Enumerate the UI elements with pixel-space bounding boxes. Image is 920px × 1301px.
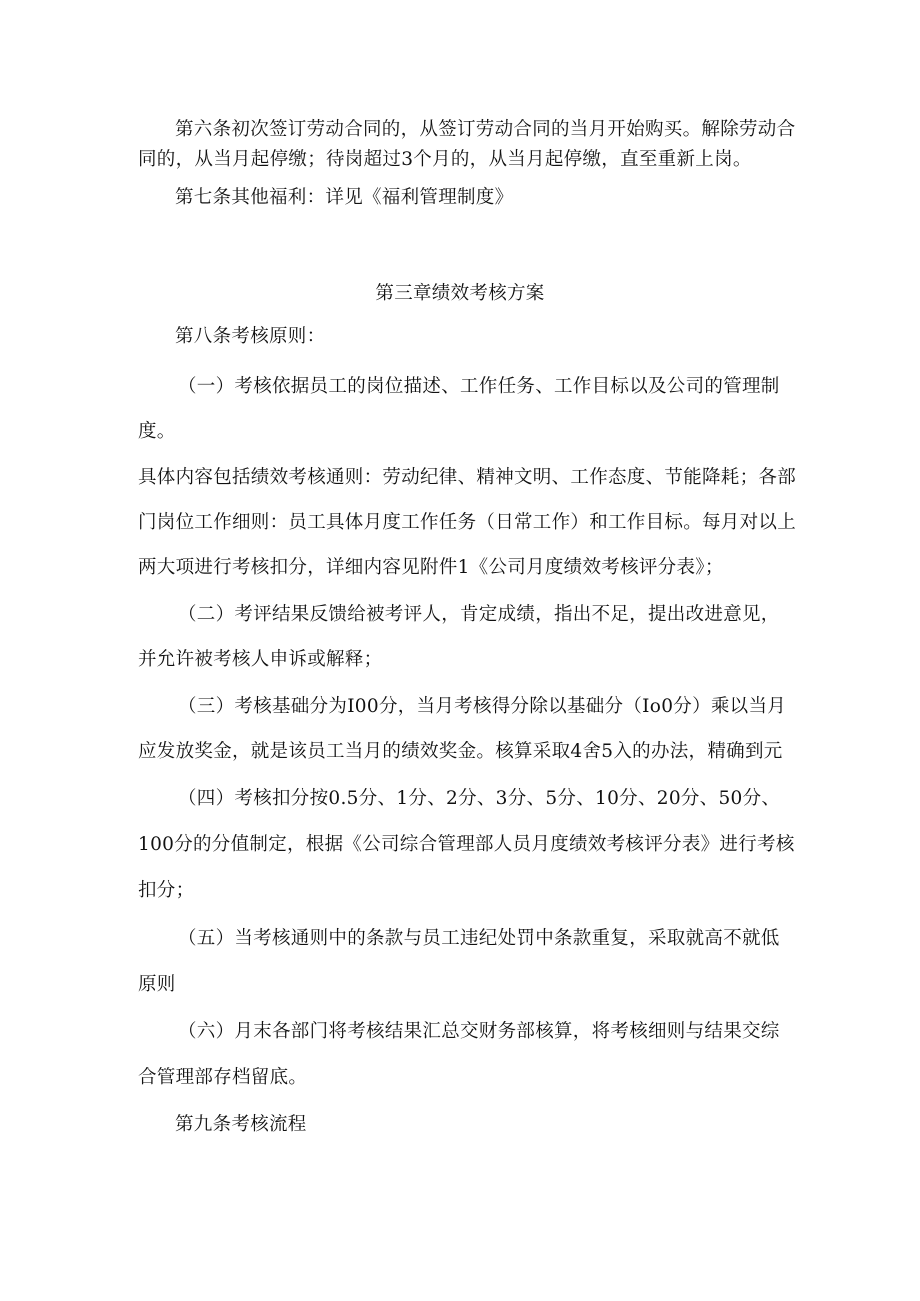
article-6-line-2: 同的，从当月起停缴；待岗超过3个月的，从当月起停缴，直至重新上岗。 [138,149,752,170]
body-paragraph-line-1: 具体内容包括绩效考核通则：劳动纪律、精神文明、工作态度、节能降耗；各部 [138,467,797,488]
principle-5-line-2: 原则 [138,974,176,995]
principle-5-line-1: （五）当考核通则中的条款与员工违纪处罚中条款重复，采取就高不就低 [178,928,780,949]
body-paragraph-line-3: 两大项进行考核扣分，详细内容见附件1《公司月度绩效考核评分表》； [138,557,724,578]
article-7: 第七条其他福利：详见《福利管理制度》 [175,187,514,208]
principle-4-line-2: 100分的分值制定，根据《公司综合管理部人员月度绩效考核评分表》进行考核 [138,834,795,855]
article-9-heading: 第九条考核流程 [175,1114,307,1135]
principle-4-line-3: 扣分； [138,880,195,901]
principle-3-line-2: 应发放奖金，就是该员工当月的绩效奖金。核算采取4舍5入的办法，精确到元 [138,741,783,762]
principle-1-line-2: 度。 [138,421,176,442]
principle-2-line-2: 并允许被考核人申诉或解释； [138,649,383,670]
article-8-heading: 第八条考核原则： [175,326,326,347]
principle-3-line-1: （三）考核基础分为I00分，当月考核得分除以基础分（Io0分）乘以当月 [178,696,787,717]
principle-2-line-1: （二）考评结果反馈给被考评人，肯定成绩，指出不足，提出改进意见， [178,604,780,625]
principle-1-line-1: （一）考核依据员工的岗位描述、工作任务、工作目标以及公司的管理制 [178,376,780,397]
principle-4-line-1: （四）考核扣分按0.5分、1分、2分、3分、5分、10分、20分、50分、 [178,788,781,809]
principle-6-line-2: 合管理部存档留底。 [138,1067,308,1088]
chapter-3-heading: 第三章绩效考核方案 [375,283,545,304]
article-6-line-1: 第六条初次签订劳动合同的，从签订劳动合同的当月开始购买。解除劳动合 [175,119,796,140]
body-paragraph-line-2: 门岗位工作细则：员工具体月度工作任务（日常工作）和工作目标。每月对以上 [138,512,797,533]
principle-6-line-1: （六）月末各部门将考核结果汇总交财务部核算，将考核细则与结果交综 [178,1021,780,1042]
